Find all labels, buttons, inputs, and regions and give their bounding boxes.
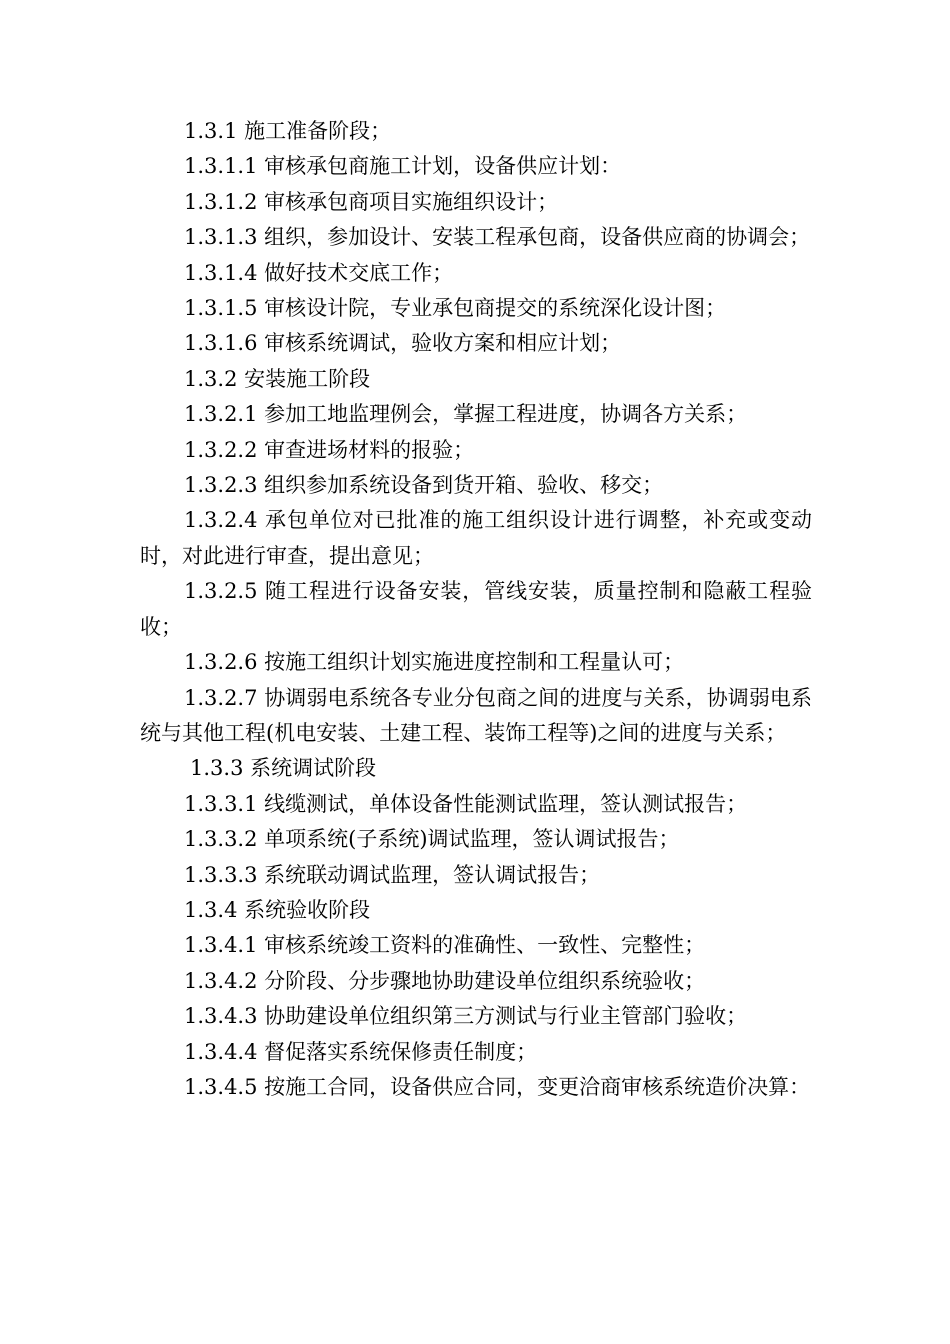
item-1-3-1-1: 1.3.1.1 审核承包商施工计划，设备供应计划：	[184, 154, 622, 179]
item-1-3-2-5: 1.3.2.5 随工程进行设备安装，管线安装，质量控制和隐蔽工程验收；	[140, 579, 812, 639]
item-1-3-1-3: 1.3.1.3 组织，参加设计、安装工程承包商，设备供应商的协调会；	[184, 225, 811, 250]
item-1-3-4-2: 1.3.4.2 分阶段、分步骤地协助建设单位组织系统验收；	[184, 968, 706, 993]
item-1-3-4-5: 1.3.4.5 按施工合同，设备供应合同，变更洽商审核系统造价决算：	[184, 1074, 811, 1099]
item-1-3-2-2: 1.3.2.2 审查进场材料的报验；	[184, 437, 475, 462]
item-1-3-2-3: 1.3.2.3 组织参加系统设备到货开箱、验收、移交；	[184, 473, 664, 498]
item-1-3-1-6: 1.3.1.6 审核系统调试，验收方案和相应计划；	[184, 331, 622, 356]
item-1-3-4-3: 1.3.4.3 协助建设单位组织第三方测试与行业主管部门验收；	[184, 1004, 748, 1029]
section-1-3-4-heading: 1.3.4 系统验收阶段	[184, 897, 371, 922]
item-1-3-2-7: 1.3.2.7 协调弱电系统各专业分包商之间的进度与关系，协调弱电系统与其他工程(机电安装、土建工程、装饰工程等)之间的进度与关系；	[140, 685, 812, 745]
item-1-3-1-4: 1.3.1.4 做好技术交底工作；	[184, 260, 454, 285]
item-1-3-2-1: 1.3.2.1 参加工地监理例会，掌握工程进度，协调各方关系；	[184, 402, 748, 427]
document-body	[140, 114, 812, 1105]
section-1-3-3-heading: 1.3.3 系统调试阶段	[190, 756, 377, 781]
item-1-3-3-3: 1.3.3.3 系统联动调试监理，签认调试报告；	[184, 862, 601, 887]
item-1-3-4-4: 1.3.4.4 督促落实系统保修责任制度；	[184, 1039, 538, 1064]
section-1-3-2-heading: 1.3.2 安装施工阶段	[184, 366, 371, 391]
item-1-3-2-4: 1.3.2.4 承包单位对已批准的施工组织设计进行调整，补充或变动时，对此进行审查，提出意见；	[140, 508, 812, 568]
section-1-3-1-heading: 1.3.1 施工准备阶段；	[184, 119, 392, 143]
item-1-3-3-1: 1.3.3.1 线缆测试，单体设备性能测试监理，签认测试报告；	[184, 791, 748, 816]
item-1-3-4-1: 1.3.4.1 审核系统竣工资料的准确性、一致性、完整性；	[184, 933, 706, 958]
item-1-3-3-2: 1.3.3.2 单项系统(子系统)调试监理，签认调试报告；	[184, 827, 680, 852]
item-1-3-2-6: 1.3.2.6 按施工组织计划实施进度控制和工程量认可；	[184, 650, 685, 675]
item-1-3-1-2: 1.3.1.2 审核承包商项目实施组织设计；	[184, 189, 559, 214]
item-1-3-1-5: 1.3.1.5 审核设计院，专业承包商提交的系统深化设计图；	[184, 296, 727, 321]
